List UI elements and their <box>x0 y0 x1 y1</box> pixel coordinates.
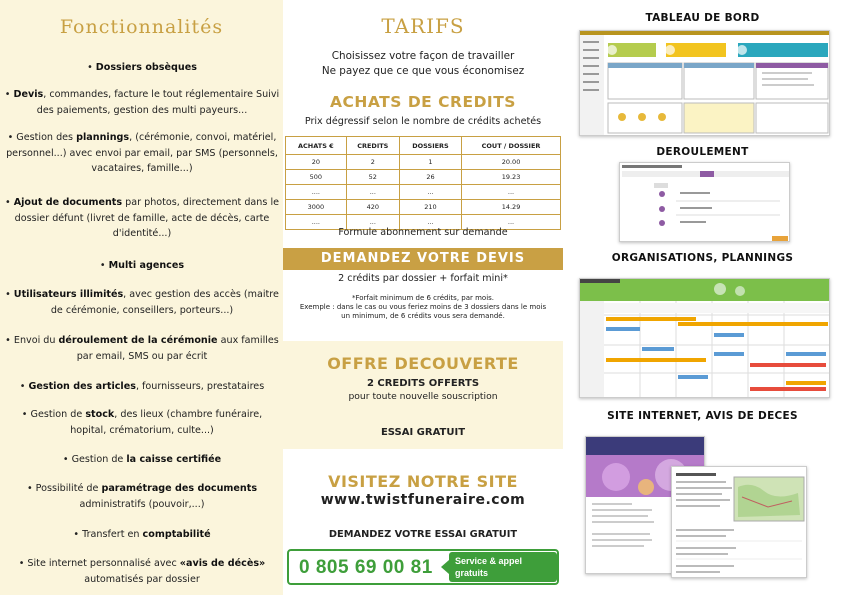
feature-text: • Site internet personnalisé avec <box>18 558 180 569</box>
feature-text: • <box>87 62 96 73</box>
pricing-table-cell: 3000 <box>286 200 347 215</box>
feature-item <box>4 556 280 587</box>
pricing-table-cell: ... <box>399 185 461 200</box>
feature-text: , fournisseurs, prestataires <box>135 381 265 392</box>
feature-text: • Gestion de <box>62 454 127 465</box>
site-heading: SITE INTERNET, AVIS DE DECES <box>607 410 798 422</box>
feature-highlight: Utilisateurs illimités <box>13 289 124 300</box>
feature-text: • Possibilité de <box>26 483 102 494</box>
pricing-table-cell: ... <box>462 185 561 200</box>
feature-item <box>4 60 280 76</box>
pricing-table-cell: ... <box>399 215 461 230</box>
feature-item <box>4 407 280 438</box>
pricing-table-cell: .... <box>286 215 347 230</box>
dashboard-screenshot <box>579 30 830 136</box>
credits-title: ACHATS DE CREDITS <box>330 93 516 111</box>
dashboard-heading: TABLEAU DE BORD <box>645 12 760 24</box>
feature-highlight: Dossiers obsèques <box>95 62 197 73</box>
feature-item <box>4 379 280 395</box>
pricing-table-cell: 1 <box>399 155 461 170</box>
plannings-heading: ORGANISATIONS, PLANNINGS <box>611 252 794 264</box>
pricing-table-cell: ... <box>462 215 561 230</box>
feature-highlight: «avis de décès» <box>179 558 266 569</box>
pricing-table-header-cell: ACHATS € <box>286 137 347 155</box>
pricing-table-row <box>286 200 561 215</box>
subscription-note: Formule abonnement sur demande <box>338 227 508 238</box>
pricing-table-header-cell: DOSSIERS <box>399 137 461 155</box>
feature-text: par photos, directement dans le dossier défunt (livret de famille, acte de décès, carte d'identité...) <box>14 197 280 239</box>
devis-note-1: *Forfait minimum de 6 crédits, par mois. <box>351 294 495 302</box>
free-call-line-2: gratuits <box>455 568 489 578</box>
pricing-table-cell: 500 <box>286 170 347 185</box>
feature-text: • <box>99 260 109 271</box>
devis-banner: DEMANDEZ VOTRE DEVIS <box>283 248 563 270</box>
death-notice-screenshot <box>671 466 807 578</box>
feature-item <box>4 195 280 242</box>
feature-highlight: Ajout de documents <box>13 197 123 208</box>
pricing-table-header <box>286 137 561 155</box>
death-notice-illustration <box>672 467 807 578</box>
feature-item <box>4 130 280 177</box>
pricing-table-cell: 20.00 <box>462 155 561 170</box>
feature-item <box>4 258 280 274</box>
pricing-column <box>283 0 563 595</box>
intro-line-2: Ne payez que ce que vous économisez <box>321 65 525 77</box>
pricing-table-cell: 2 <box>346 155 399 170</box>
feature-highlight: Devis <box>13 89 44 100</box>
deroulement-illustration <box>620 163 790 242</box>
feature-highlight: Multi agences <box>108 260 185 271</box>
pricing-table-cell: 52 <box>346 170 399 185</box>
ask-trial-label: DEMANDEZ VOTRE ESSAI GRATUIT <box>328 529 518 540</box>
feature-item <box>4 527 280 543</box>
feature-item <box>4 452 280 468</box>
feature-text: , des lieux (chambre funéraire, hopital, crématorium, culte...) <box>70 409 263 436</box>
feature-highlight: plannings <box>76 132 130 143</box>
feature-item <box>4 481 280 512</box>
offer-box <box>283 341 563 449</box>
feature-text: administratifs (pouvoir,...) <box>79 498 205 510</box>
pricing-table <box>285 136 561 230</box>
feature-text: • <box>5 289 14 300</box>
feature-highlight: paramétrage des documents <box>101 483 258 494</box>
feature-text: • Gestion de <box>21 409 86 420</box>
feature-text: • <box>4 89 14 100</box>
pricing-table-header-cell: COUT / DOSSIER <box>462 137 561 155</box>
pricing-table-cell: 210 <box>399 200 461 215</box>
feature-text: , (cérémonie, convoi, matériel, personnel...) avec envoi par email, par SMS (personnels, vacataires, famille...) <box>6 132 278 174</box>
feature-text: • <box>4 197 14 208</box>
offer-title: OFFRE DECOUVERTE <box>327 354 519 373</box>
credits-subtitle: Prix dégressif selon le nombre de crédits achetés <box>304 116 542 127</box>
feature-text: • Envoi du <box>5 335 59 346</box>
phone-box[interactable] <box>287 549 559 585</box>
intro-line-1: Choisissez votre façon de travailler <box>331 50 515 62</box>
free-call-line-1: Service & appel <box>455 556 523 566</box>
deroulement-heading: DEROULEMENT <box>656 146 749 158</box>
pricing-table-cell: 19.23 <box>462 170 561 185</box>
feature-item <box>4 333 280 364</box>
devis-note-3: un minimum, de 6 crédits vous sera demandé. <box>341 312 505 320</box>
visit-title: VISITEZ NOTRE SITE <box>328 472 518 491</box>
pricing-table-cell: 14.29 <box>462 200 561 215</box>
feature-item <box>4 287 280 318</box>
feature-text: , commandes, facture le tout réglementaire Suivi des paiements, gestion des multi payeurs... <box>36 89 280 116</box>
feature-text: • Gestion des <box>7 132 77 143</box>
pricing-table-body <box>286 155 561 230</box>
pricing-table-cell: ... <box>346 215 399 230</box>
website-link[interactable]: www.twistfuneraire.com <box>320 492 526 508</box>
features-column <box>0 0 283 595</box>
deroulement-screenshot <box>619 162 790 242</box>
phone-number[interactable]: 0 805 69 00 81 <box>299 557 433 578</box>
pricing-table-cell: 26 <box>399 170 461 185</box>
pricing-table-row <box>286 185 561 200</box>
pricing-table-row <box>286 170 561 185</box>
feature-highlight: la caisse certifiée <box>126 454 222 465</box>
feature-text: , avec gestion des accès (maitre de cérémonie, conseillers, porteurs...) <box>50 289 279 316</box>
pricing-title: TARIFS <box>381 14 465 38</box>
pricing-table-cell: .... <box>286 185 347 200</box>
pricing-table-header-cell: CREDITS <box>346 137 399 155</box>
feature-highlight: comptabilité <box>142 529 211 540</box>
feature-item <box>4 87 280 118</box>
plannings-screenshot <box>579 278 830 398</box>
pricing-table-cell: ... <box>346 185 399 200</box>
feature-text: • Transfert en <box>73 529 143 540</box>
feature-highlight: Gestion des articles <box>28 381 136 392</box>
free-call-tag <box>449 552 557 582</box>
features-title: Fonctionnalités <box>59 16 224 38</box>
plannings-illustration <box>580 279 830 398</box>
screenshots-column <box>563 0 842 595</box>
feature-text: aux familles par email, SMS ou par écrit <box>76 335 279 362</box>
trial-label: ESSAI GRATUIT <box>380 427 466 438</box>
pricing-table-cell: 20 <box>286 155 347 170</box>
offer-line-1: 2 CREDITS OFFERTS <box>366 378 480 389</box>
dashboard-illustration <box>580 31 830 136</box>
feature-highlight: déroulement de la cérémonie <box>58 335 218 346</box>
devis-line: 2 crédits par dossier + forfait mini* <box>338 273 508 284</box>
devis-note-2: Exemple : dans le cas ou vous feriez moins de 3 dossiers dans le mois <box>299 303 547 311</box>
feature-highlight: stock <box>85 409 115 420</box>
offer-line-2: pour toute nouvelle souscription <box>348 391 498 402</box>
pricing-table-cell: 420 <box>346 200 399 215</box>
feature-text: • <box>19 381 29 392</box>
feature-text: automatisés par dossier <box>84 573 200 585</box>
pricing-table-row <box>286 155 561 170</box>
